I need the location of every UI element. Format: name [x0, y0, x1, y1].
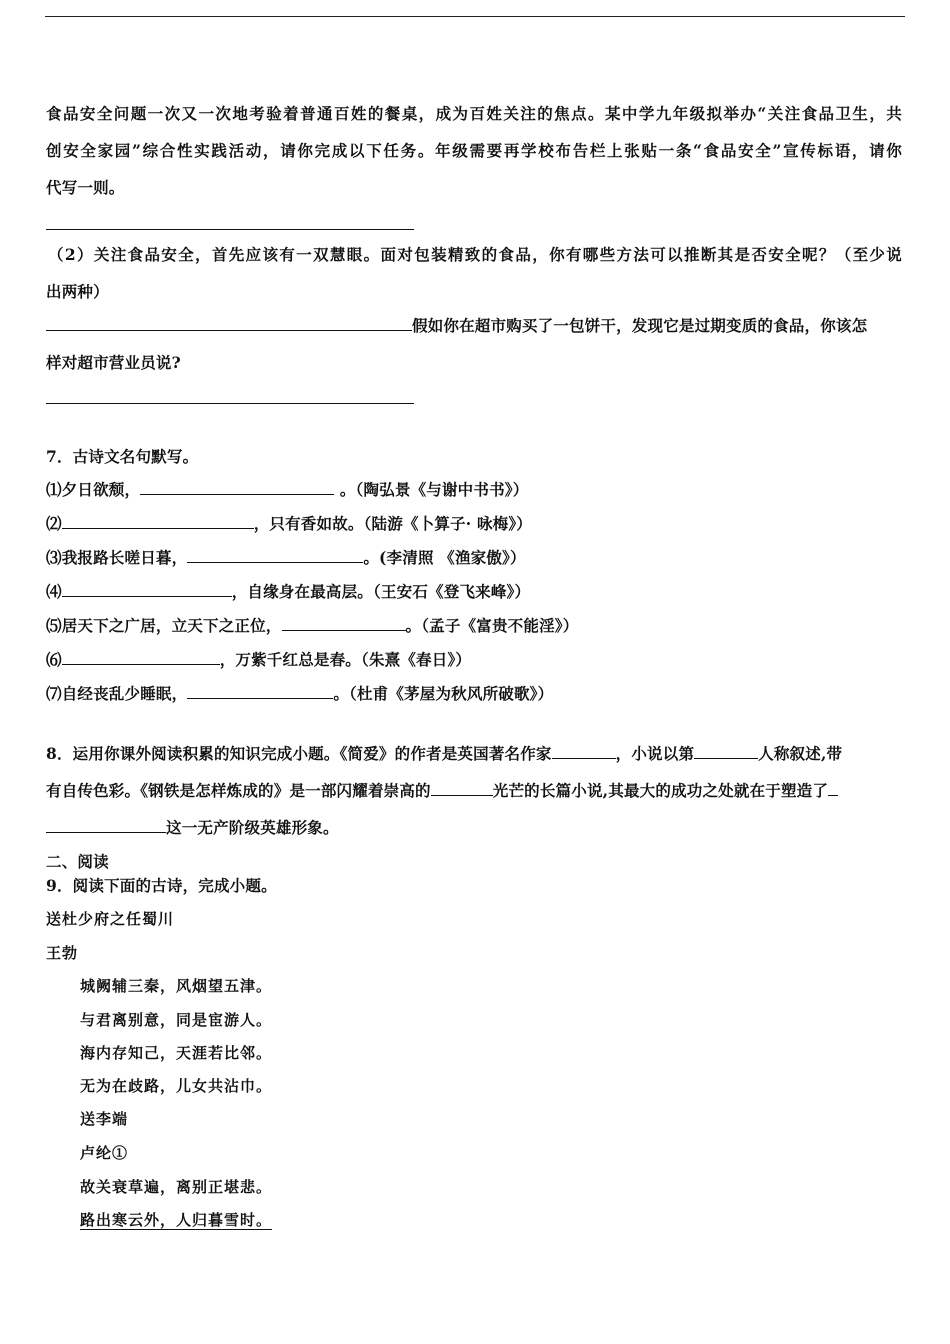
q6-sub2-line-1: （2）关注食品安全，首先应该有一双慧眼。面对包装精致的食品，你有哪些方法可以推断其是否安全呢？（至少说 [48, 245, 902, 264]
q7-item-2 [46, 514, 902, 534]
item-number: ⑺ [46, 684, 62, 703]
poem1-line: 城阙辅三秦，风烟望五津。 [80, 977, 273, 995]
q8-line-3 [46, 818, 902, 838]
poem1-line: 与君离别意，同是宦游人。 [80, 1011, 273, 1029]
fill-blank[interactable] [187, 684, 333, 699]
answer-blank-1[interactable] [46, 229, 414, 230]
item-text-after: 。(李清照 《渔家傲》） [363, 548, 526, 567]
item-number: ⑵ [46, 514, 62, 533]
fill-blank[interactable] [46, 818, 166, 833]
answer-blank-2[interactable] [46, 316, 412, 331]
q6-para-line-2: 创安全家园”综合性实践活动，请你完成以下任务。年级需要再学校布告栏上张贴一条“食品安全”宣传标语，请你 [46, 141, 902, 160]
q7-item-5 [46, 616, 902, 636]
q7-item-7 [46, 684, 902, 704]
poem2-author: 卢纶① [80, 1144, 129, 1162]
poem2-line-underlined: 路出寒云外，人归暮雪时。 [80, 1211, 273, 1229]
poem1-line: 无为在歧路，儿女共沾巾。 [80, 1077, 273, 1095]
item-number: ⑷ [46, 582, 62, 601]
item-text-after: 。（陶弘景《与谢中书书》） [334, 480, 529, 499]
item-text-after: 。（杜甫《茅屋为秋风所破歌》） [333, 684, 554, 703]
fill-blank[interactable] [62, 582, 232, 597]
q6-para-line-1: 食品安全问题一次又一次地考验着普通百姓的餐桌，成为百姓关注的焦点。某中学九年级拟举办“关注食品卫生，共 [46, 104, 902, 123]
fill-blank[interactable] [431, 781, 493, 796]
item-text-before: 夕日欲颓， [61, 480, 141, 499]
q8-text: 这一无产阶级英雄形象。 [166, 818, 339, 837]
answer-blank-3[interactable] [46, 403, 414, 404]
fill-blank[interactable] [282, 616, 406, 631]
item-text-before: 自经丧乱少睡眠， [61, 684, 188, 703]
q7-item-3 [46, 548, 902, 568]
q8-text: 人称叙述,带 [758, 744, 843, 763]
q6-sub3-line-1 [46, 316, 902, 336]
q6-sub3-line-2: 样对超市营业员说? [46, 353, 181, 372]
item-text-after: ，万紫千红总是春。（朱熹《春日》） [219, 650, 472, 669]
q8-text: ，小说以第 [615, 744, 695, 763]
q6-sub3-text: 假如你在超市购买了一包饼干，发现它是过期变质的食品，你该怎 [412, 316, 868, 335]
fill-blank[interactable] [694, 744, 758, 759]
q6-sub2-line-2: 出两种） [46, 282, 109, 301]
poem2-line: 故关衰草遍，离别正堪悲。 [80, 1178, 273, 1196]
poem1-line: 海内存知己，天涯若比邻。 [80, 1044, 273, 1062]
header-rule [45, 16, 905, 17]
poem1-title: 送杜少府之任蜀川 [46, 910, 175, 928]
fill-blank[interactable] [552, 744, 616, 759]
item-number: ⑴ [46, 480, 62, 499]
item-number: ⑶ [46, 548, 62, 567]
fill-blank[interactable] [140, 480, 334, 495]
fill-blank[interactable] [187, 548, 363, 563]
q7-item-4 [46, 582, 902, 602]
item-text-after: 。（孟子《富贵不能淫》） [405, 616, 579, 635]
item-number: ⑸ [46, 616, 62, 635]
item-text-after: ，自缘身在最高层。（王安石《登飞来峰》） [231, 582, 531, 601]
q9-title: 9．阅读下面的古诗，完成小题。 [46, 876, 277, 895]
q8-line-1 [46, 744, 902, 764]
item-text-after: ，只有香如故。（陆游《卜算子· 咏梅》） [253, 514, 532, 533]
item-text-before: 我报路长嗟日暮， [61, 548, 188, 567]
section-heading: 二、阅读 [46, 852, 109, 871]
q8-text: 有自传色彩。《钢铁是怎样炼成的》是一部闪耀着崇高的 [46, 781, 431, 800]
q6-para-line-3: 代写一则。 [46, 178, 125, 197]
poem1-author: 王勃 [46, 944, 79, 962]
item-number: ⑹ [46, 650, 62, 669]
q7-title: 7．古诗文名句默写。 [46, 447, 199, 466]
q8-line-2 [46, 781, 902, 801]
fill-blank[interactable] [828, 781, 838, 796]
q7-item-6 [46, 650, 902, 670]
q8-text: 光芒的长篇小说,其最大的成功之处就在于塑造了 [492, 781, 829, 800]
fill-blank[interactable] [62, 514, 254, 529]
item-text-before: 居天下之广居，立天下之正位， [61, 616, 282, 635]
q8-text: 8．运用你课外阅读积累的知识完成小题。《简爱》的作者是英国著名作家 [46, 744, 552, 763]
fill-blank[interactable] [62, 650, 220, 665]
poem2-title: 送李端 [80, 1110, 129, 1128]
q7-item-1 [46, 480, 902, 500]
